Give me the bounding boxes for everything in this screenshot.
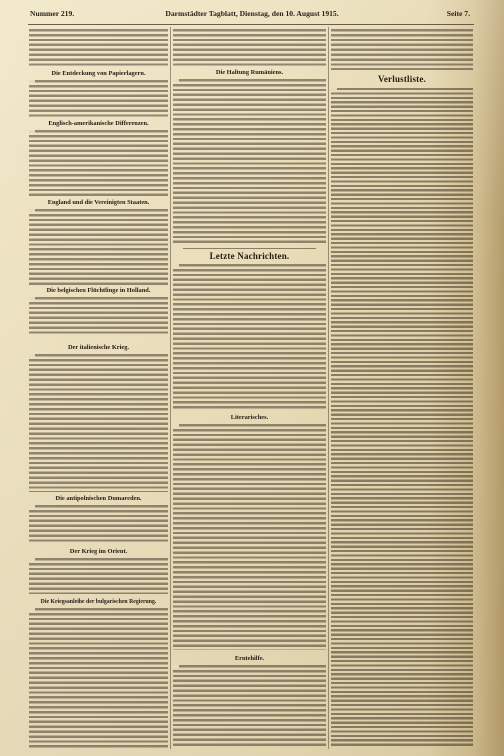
- section-heading: Die antipolnischen Dumareden.: [55, 495, 142, 502]
- article-text-block: [29, 297, 168, 336]
- section-heading: Englisch-amerikanische Differenzen.: [48, 120, 149, 127]
- article-text-block: [29, 608, 168, 748]
- column-2: [173, 0, 326, 756]
- column-rule: [328, 27, 329, 749]
- article-text-block: [29, 80, 168, 118]
- casualty-list-text: [331, 88, 473, 748]
- section-heading: Literarisches.: [230, 414, 269, 421]
- section-heading: England und die Vereinigten Staaten.: [47, 199, 150, 206]
- section-heading: Verlustliste.: [377, 74, 426, 84]
- article-text-block: [173, 424, 326, 650]
- article-text-block: [173, 79, 326, 245]
- article-text-block: [29, 354, 168, 492]
- article-text-block: [331, 29, 473, 70]
- section-heading: Die Entdeckung von Papierlagern.: [51, 70, 146, 77]
- article-text-block: [29, 558, 168, 594]
- article-text-block: [173, 264, 326, 410]
- section-heading: Der italienische Krieg.: [67, 344, 130, 351]
- section-divider: [183, 248, 316, 249]
- column-3: [331, 0, 473, 756]
- article-text-block: [29, 505, 168, 544]
- column-1: [29, 0, 168, 756]
- masthead-line: Darmstädter Tagblatt, Dienstag, den 10. August 1915.: [165, 9, 339, 18]
- section-heading: Erntehilfe.: [234, 655, 265, 662]
- article-text-block: [29, 209, 168, 285]
- issue-number: Nummer 219.: [30, 9, 75, 18]
- section-heading: Der Krieg im Orient.: [69, 548, 128, 555]
- section-heading: Letzte Nachrichten.: [209, 251, 290, 261]
- article-text-block: [173, 29, 326, 66]
- column-rule: [170, 27, 171, 749]
- article-text-block: [173, 665, 326, 748]
- section-heading: Die belgischen Flüchtlinge in Holland.: [46, 287, 151, 294]
- article-text-block: [29, 29, 168, 68]
- section-heading: Die Kriegsanleihe der bulgarischen Regierung.: [40, 599, 157, 605]
- article-text-block: [29, 130, 168, 196]
- page-number: Seite 7.: [446, 9, 470, 18]
- section-heading: Die Haltung Rumäniens.: [215, 69, 284, 76]
